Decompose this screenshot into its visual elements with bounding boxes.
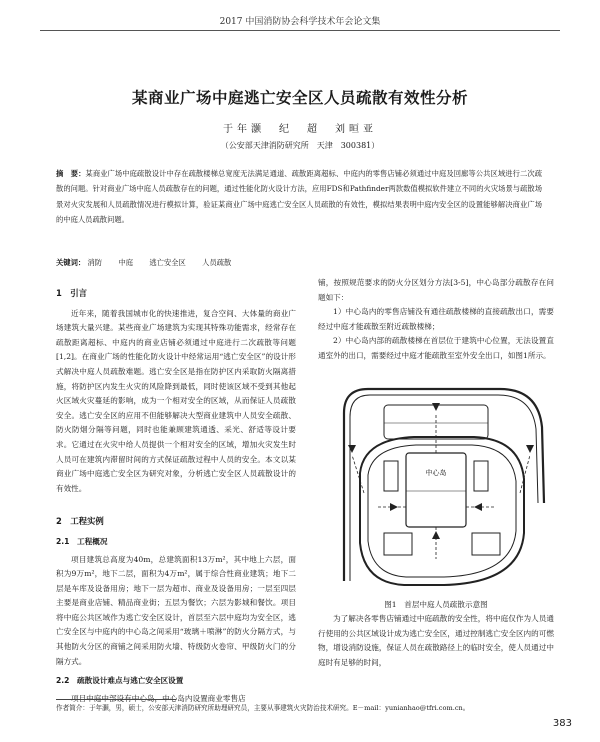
- running-header: 2017 中国消防协会科学技术年会论文集: [40, 14, 560, 31]
- figure-caption: 图1 首层中庭人员疏散示意图: [384, 600, 488, 609]
- evacuation-figure: [324, 383, 548, 593]
- section-heading: 2 工程实例: [56, 516, 104, 527]
- abstract: [56, 166, 542, 227]
- affiliation: （公安部天津消防研究所 天津 300381）: [220, 141, 380, 150]
- right-column-bottom: [318, 612, 554, 670]
- paragraph: 铺，按照规范要求的防火分区划分方法[3-5]，中心岛部分疏散存在问题如下：: [318, 278, 554, 302]
- section-heading: 1 引言: [56, 288, 87, 298]
- abstract-label: 摘 要：: [56, 169, 86, 178]
- keyword: 消防: [87, 258, 103, 267]
- list-item: 1）中心岛内的零售店铺没有通往疏散楼梯的直接疏散出口，需要经过中庭才能疏散至附近疏散楼梯；: [318, 307, 554, 331]
- paragraph: 项目建筑总高度为40m，总建筑面积13万m²，其中地上六层，面积为9万m²，地下二层，面积为4万m²，属于综合性商业建筑；地下二层是车库及设备用房；地下一层为超市、商业及设备用房；一层至四层主要是商业店铺、精品商业街；五层为餐饮；六层为影城和餐饮。项目将中庭公共区域作为逃亡安全区设计，首层至六层中庭均为安全区，逃亡安全区与中庭内的中心岛之间采用“玻璃＋喷淋”的防火分隔方式，与其他防火分区的商铺之间采用防火墙、特级防火卷帘、甲级防火门的分隔方式。: [56, 554, 296, 666]
- paragraph: 近年来，随着我国城市化的快速推进，复合空间、大体量的商业广场建筑大量兴建。某些商业广场建筑为实现其特殊功能需求，经常存在疏散距离超标、中庭内的商业店铺必须通过中庭进行二次疏散等问题[1,2]。在商业广场的性能化防火设计中经常运用“逃亡安全区”的设计形式解决中庭人员疏散难题。逃亡安全区是指在防护区内采取防火隔离措施，将防护区内发生火灾的风险降到最低，同时使该区域不受到其他起火区域火灾蔓延的影响，成为一个相对安全的区域，从而保证人员疏散安全。逃亡安全区的应用不但能够解决大型商业建筑中人员安全疏散、防火防烟分隔等问题，同时也能兼顾建筑通透、采光、舒适等设计要求。它通过在火灾中给人员提供一个相对安全的区域，增加火灾发生时人员可在建筑内滞留时间的方式保证疏散过程中人员的安全。本文以某商业广场中庭逃亡安全区为研究对象，分析逃亡安全区人员疏散设计的有效性。: [56, 308, 296, 493]
- keywords-label: 关键词：: [56, 258, 86, 267]
- footnote-rule: [56, 699, 176, 700]
- footnote: 作者简介：于年灏，男，硕士，公安部天津消防研究所助理研究员，主要从事建筑火灾防治技术研究。E－mail：yunianhao@tfri.com.cn。: [56, 704, 470, 712]
- subsection-heading: 2.1 工程概况: [56, 536, 108, 546]
- keyword: 中庭: [118, 258, 134, 267]
- list-item: 2）中心岛内部的疏散楼梯在首层位于建筑中心位置，无法设置直通室外的出口，需要经过中庭才能疏散至室外安全出口，如图1所示。: [318, 336, 554, 360]
- paragraph: 为了解决各零售店铺通过中庭疏散的安全性，将中庭仅作为人员通行使用的公共区域设计成为逃亡安全区，通过控制逃亡安全区内的可燃物，增设消防设施，保证人员在疏散路径上的临时安全，使人员通过中庭时有足够的时间，: [318, 614, 554, 667]
- keyword: 逃亡安全区: [149, 258, 186, 267]
- keyword: 人员疏散: [202, 258, 232, 267]
- authors: 于年灏 纪 超 刘晅亚: [223, 124, 377, 135]
- abstract-text: 某商业广场中庭疏散设计中存在疏散楼梯总宽度无法满足通道、疏散距离超标、中庭内的零售店铺必须通过中庭及回廊等公共区域进行二次疏散的问题。针对商业广场中庭人员疏散存在的问题，通过性能化防火设计方法，应用FDS和Pathfinder两款数值模拟软件建立不同的火灾场景与疏散场景对火灾发展和人员疏散情况进行模拟计算，验证某商业广场中庭逃亡安全区人员疏散的有效性，模拟结果表明中庭内安全区的设置能够解决商业广场的中庭人员疏散问题。: [56, 169, 543, 224]
- paper-title: 某商业广场中庭逃亡安全区人员疏散有效性分析: [131, 89, 468, 107]
- keywords: [56, 258, 542, 268]
- subsection-heading: 2.2 疏散设计难点与逃亡安全区设置: [56, 676, 184, 686]
- paragraph: 项目中庭中部设有中心岛，中心岛内设置商业零售店: [71, 693, 246, 703]
- left-column: [56, 270, 296, 706]
- right-column: [318, 270, 554, 364]
- page-number: 383: [552, 718, 572, 729]
- figure-label: 中心岛: [425, 469, 447, 477]
